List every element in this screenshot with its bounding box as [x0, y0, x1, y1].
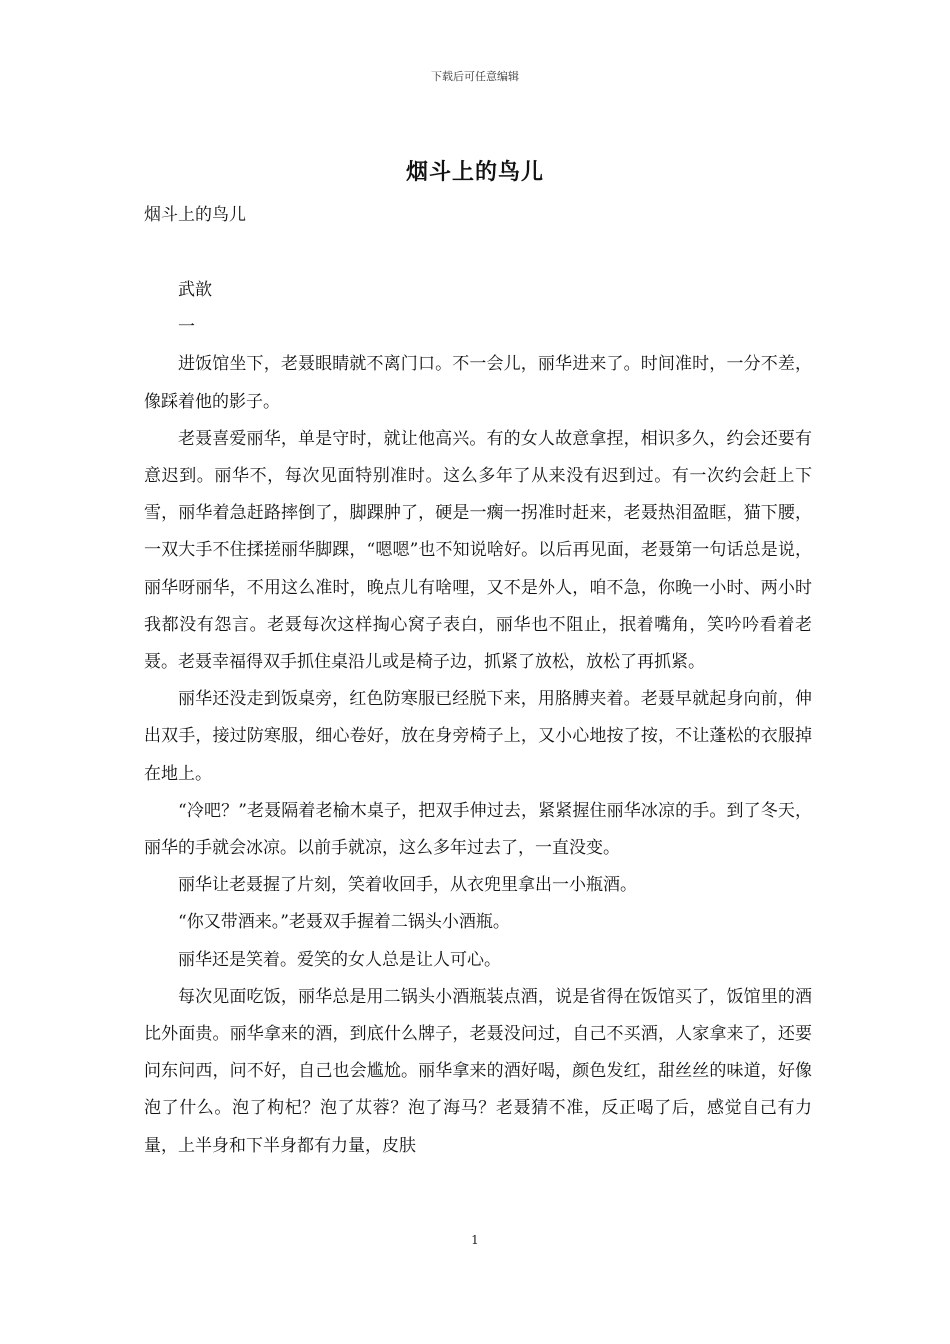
document-body: [144, 272, 812, 1165]
paragraph: “你又带酒来。”老聂双手握着二锅头小酒瓶。: [178, 912, 510, 933]
document-title: 烟斗上的鸟儿: [405, 159, 544, 185]
paragraph: 进饭馆坐下，老聂眼睛就不离门口。不一会儿，丽华进来了。时间准时，一分不差，像踩着他的影子。: [144, 354, 812, 412]
document-subtitle: 烟斗上的鸟儿: [144, 205, 246, 225]
author-line: 武歆: [178, 280, 212, 300]
section-number: 一: [178, 317, 195, 338]
paragraph: 丽华让老聂握了片刻，笑着收回手，从衣兜里拿出一小瓶酒。: [178, 875, 637, 896]
paragraph: “冷吧？”老聂隔着老榆木桌子，把双手伸过去，紧紧握住丽华冰凉的手。到了冬天，丽华的手就会冰凉。以前手就凉，这么多年过去了，一直没变。: [144, 800, 812, 859]
paragraph: 老聂喜爱丽华，单是守时，就让他高兴。有的女人故意拿捏，相识多久，约会还要有意迟到。丽华不，每次见面特别准时。这么多年了从来没有迟到过。有一次约会赶上下雪，丽华着急赶路摔倒了，脚踝肿了，硬是一瘸一拐准时赶来，老聂热泪盈眶，猫下腰，一双大手不住揉搓丽华脚踝，“嗯嗯”也不知说啥好。以后再见面，老聂第一句话总是说，丽华呀丽华，不用这么准时，晚点儿有啥哩，又不是外人，咱不急，你晚一小时、两小时我都没有怨言。老聂每次这样掏心窝子表白，丽华也不阻止，抿着嘴角，笑吟吟看着老聂。老聂幸福得双手抓住桌沿儿或是椅子边，抓紧了放松，放松了再抓紧。: [144, 428, 812, 673]
paragraph: 丽华还是笑着。爱笑的女人总是让人可心。: [178, 949, 501, 970]
paragraph: 丽华还没走到饭桌旁，红色防寒服已经脱下来，用胳膊夹着。老聂早就起身向前，伸出双手，接过防寒服，细心卷好，放在身旁椅子上，又小心地按了按，不让蓬松的衣服掉在地上。: [144, 689, 812, 784]
paragraph: 每次见面吃饭，丽华总是用二锅头小酒瓶装点酒，说是省得在饭馆买了，饭馆里的酒比外面贵。丽华拿来的酒，到底什么牌子，老聂没问过，自己不买酒，人家拿来了，还要问东问西，问不好，自己也会尴尬。丽华拿来的酒好喝，颜色发红，甜丝丝的味道，好像泡了什么。泡了枸杞？泡了苁蓉？泡了海马？老聂猜不准，反正喝了后，感觉自己有力量，上半身和下半身都有力量，皮肤: [144, 986, 812, 1156]
page-number: 1: [471, 1233, 479, 1247]
page-header: 下载后可任意编辑: [431, 70, 519, 83]
